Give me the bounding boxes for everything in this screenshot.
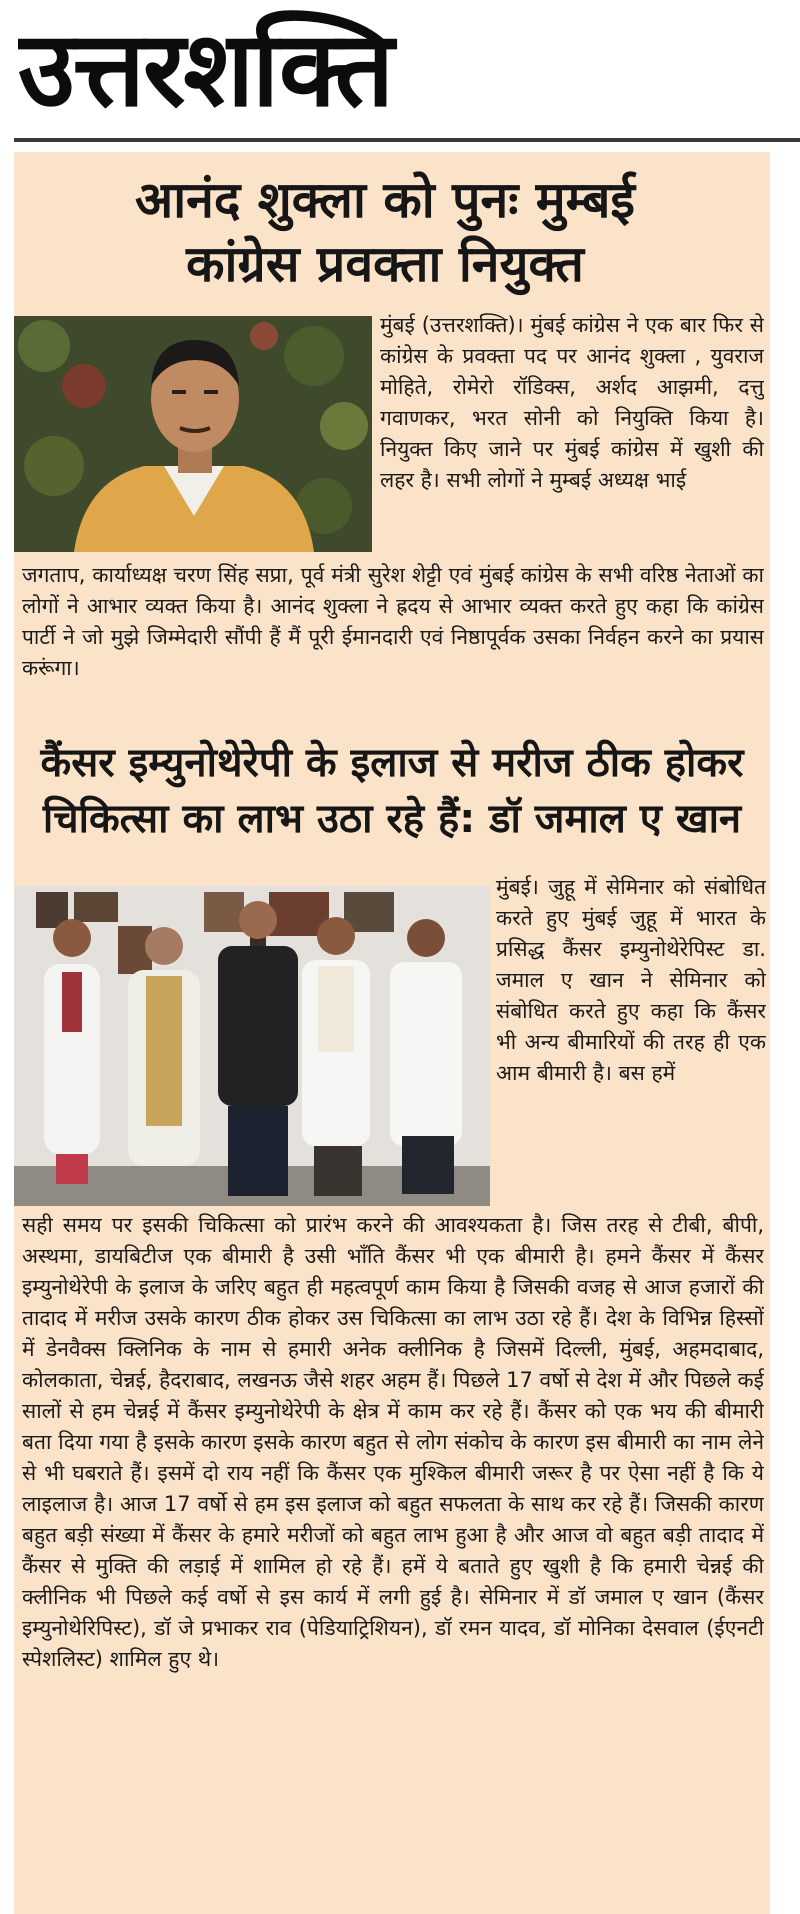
portrait-photo [14,316,372,552]
article-2-body-side: मुंबई। जुहू में सेमिनार को संबोधित करते हुए मुंबई जुहू में भारत के प्रसिद्ध कैंसर इम्युनोथेरेपिस्ट डा. जमाल ए खान ने सेमिनार को संबोधित करते हुए कहा कि कैंसर भी अन्य बीमारियों की तरह ही एक आम बीमारी है। बस हमें [496,875,766,1085]
article-2-headline-line-2: चिकित्सा का लाभ उठा रहे हैं: डॉ जमाल ए खान [42,796,742,842]
article-1-body: जगताप, कार्याध्यक्ष चरण सिंह सप्रा, पूर्व मंत्री सुरेश शेट्टी एवं मुंबई कांग्रेस के सभी वरिष्ठ नेताओं का लोगों ने आभार व्यक्त किया है। आनंद शुक्ला ने ह्रदय से आभार व्यक्त करते हुए कहा कि कांग्रेस पार्टी ने जो मुझे जिम्मेदारी सौंपी हैं मैं पूरी ईमानदारी एवं निष्ठापूर्वक उसका निर्वहन करने का प्रयास करूंगा। [22,563,764,680]
article-1-headline-line-1: आनंद शुक्ला को पुनः मुम्बई [135,171,635,229]
seminar-group-photo [14,886,490,1206]
article-1-headline [20,168,750,296]
article-1-headline-line-2: कांग्रेस प्रवक्ता नियुक्त [186,235,584,293]
article-2-headline [14,735,770,847]
article-2-headline-line-1: कैंसर इम्युनोथेरेपी के इलाज से मरीज ठीक होकर [40,740,744,786]
newspaper-masthead: उत्तरशक्ति [18,10,393,128]
masthead-rule [14,138,800,142]
article-2-body: सही समय पर इसकी चिकित्सा को प्रारंभ करने की आवश्यकता है। जिस तरह से टीबी, बीपी, अस्थमा, डायबिटीज एक बीमारी है उसी भाँति कैंसर भी एक बीमारी है। हमने कैंसर में कैंसर इम्युनोथेरेपी के इलाज के जरिए बहुत ही महत्वपूर्ण काम किया है जिसकी वजह से आज हजारों की तादाद में मरीज उसके कारण ठीक होकर उस चिकित्सा का लाभ उठा रहे हैं। देश के विभिन्न हिस्सों में डेनवैक्स क्लिनिक के नाम से हमारी अनेक क्लीनिक है जिसमें दिल्ली, मुंबई, अहमदाबाद, कोलकाता, चेन्नई, हैदराबाद, लखनऊ जैसे शहर अहम हैं। पिछले 17 वर्षो से देश में और पिछले कई सालों से हम चेन्नई में कैंसर इम्युनोथेरेपी के क्षेत्र में काम कर रहे हैं। कैंसर को एक भय की बीमारी बता दिया गया है इसके कारण इसके कारण बहुत से लोग संकोच के कारण इस बीमारी का नाम लेने से भी घबराते हैं। इसमें दो राय नहीं कि कैंसर एक मुश्किल बीमारी जरूर है पर ऐसा नहीं है कि ये लाइलाज है। आज 17 वर्षो से हम इस इलाज को बहुत सफलता के साथ कर रहे हैं। जिसकी कारण बहुत बड़ी संख्या में कैंसर के हमारे मरीजों को बहुत लाभ हुआ है और आज वो बहुत बड़ी तादाद में कैंसर से मुक्ति की लड़ाई में शामिल हो रहे हैं। हमें ये बताते हुए खुशी है कि हमारी चेन्नई की क्लीनिक भी पिछले कई वर्षो से इस कार्य में लगी हुई है। सेमिनार में डॉ जमाल ए खान (कैंसर इम्युनोथेरिपिस्ट), डॉ जे प्रभाकर राव (पेडियाट्रिशियन), डॉ रमन यादव, डॉ मोनिका देसवाल (ईएनटी स्पेशलिस्ट) शामिल हुए थे। [22,1213,764,1671]
article-1-body-side: मुंबई (उत्तरशक्ति)। मुंबई कांग्रेस ने एक बार फिर से कांग्रेस के प्रवक्ता पद पर आनंद शुक्ला , युवराज मोहिते, रोमेरो रॉडिक्स, अर्शद आझमी, दत्तु गवाणकर, भरत सोनी को नियुक्ति किया है। नियुक्त किए जाने पर मुंबई कांग्रेस में खुशी की लहर है। सभी लोगों ने मुम्बई अध्यक्ष भाई [380,313,764,492]
